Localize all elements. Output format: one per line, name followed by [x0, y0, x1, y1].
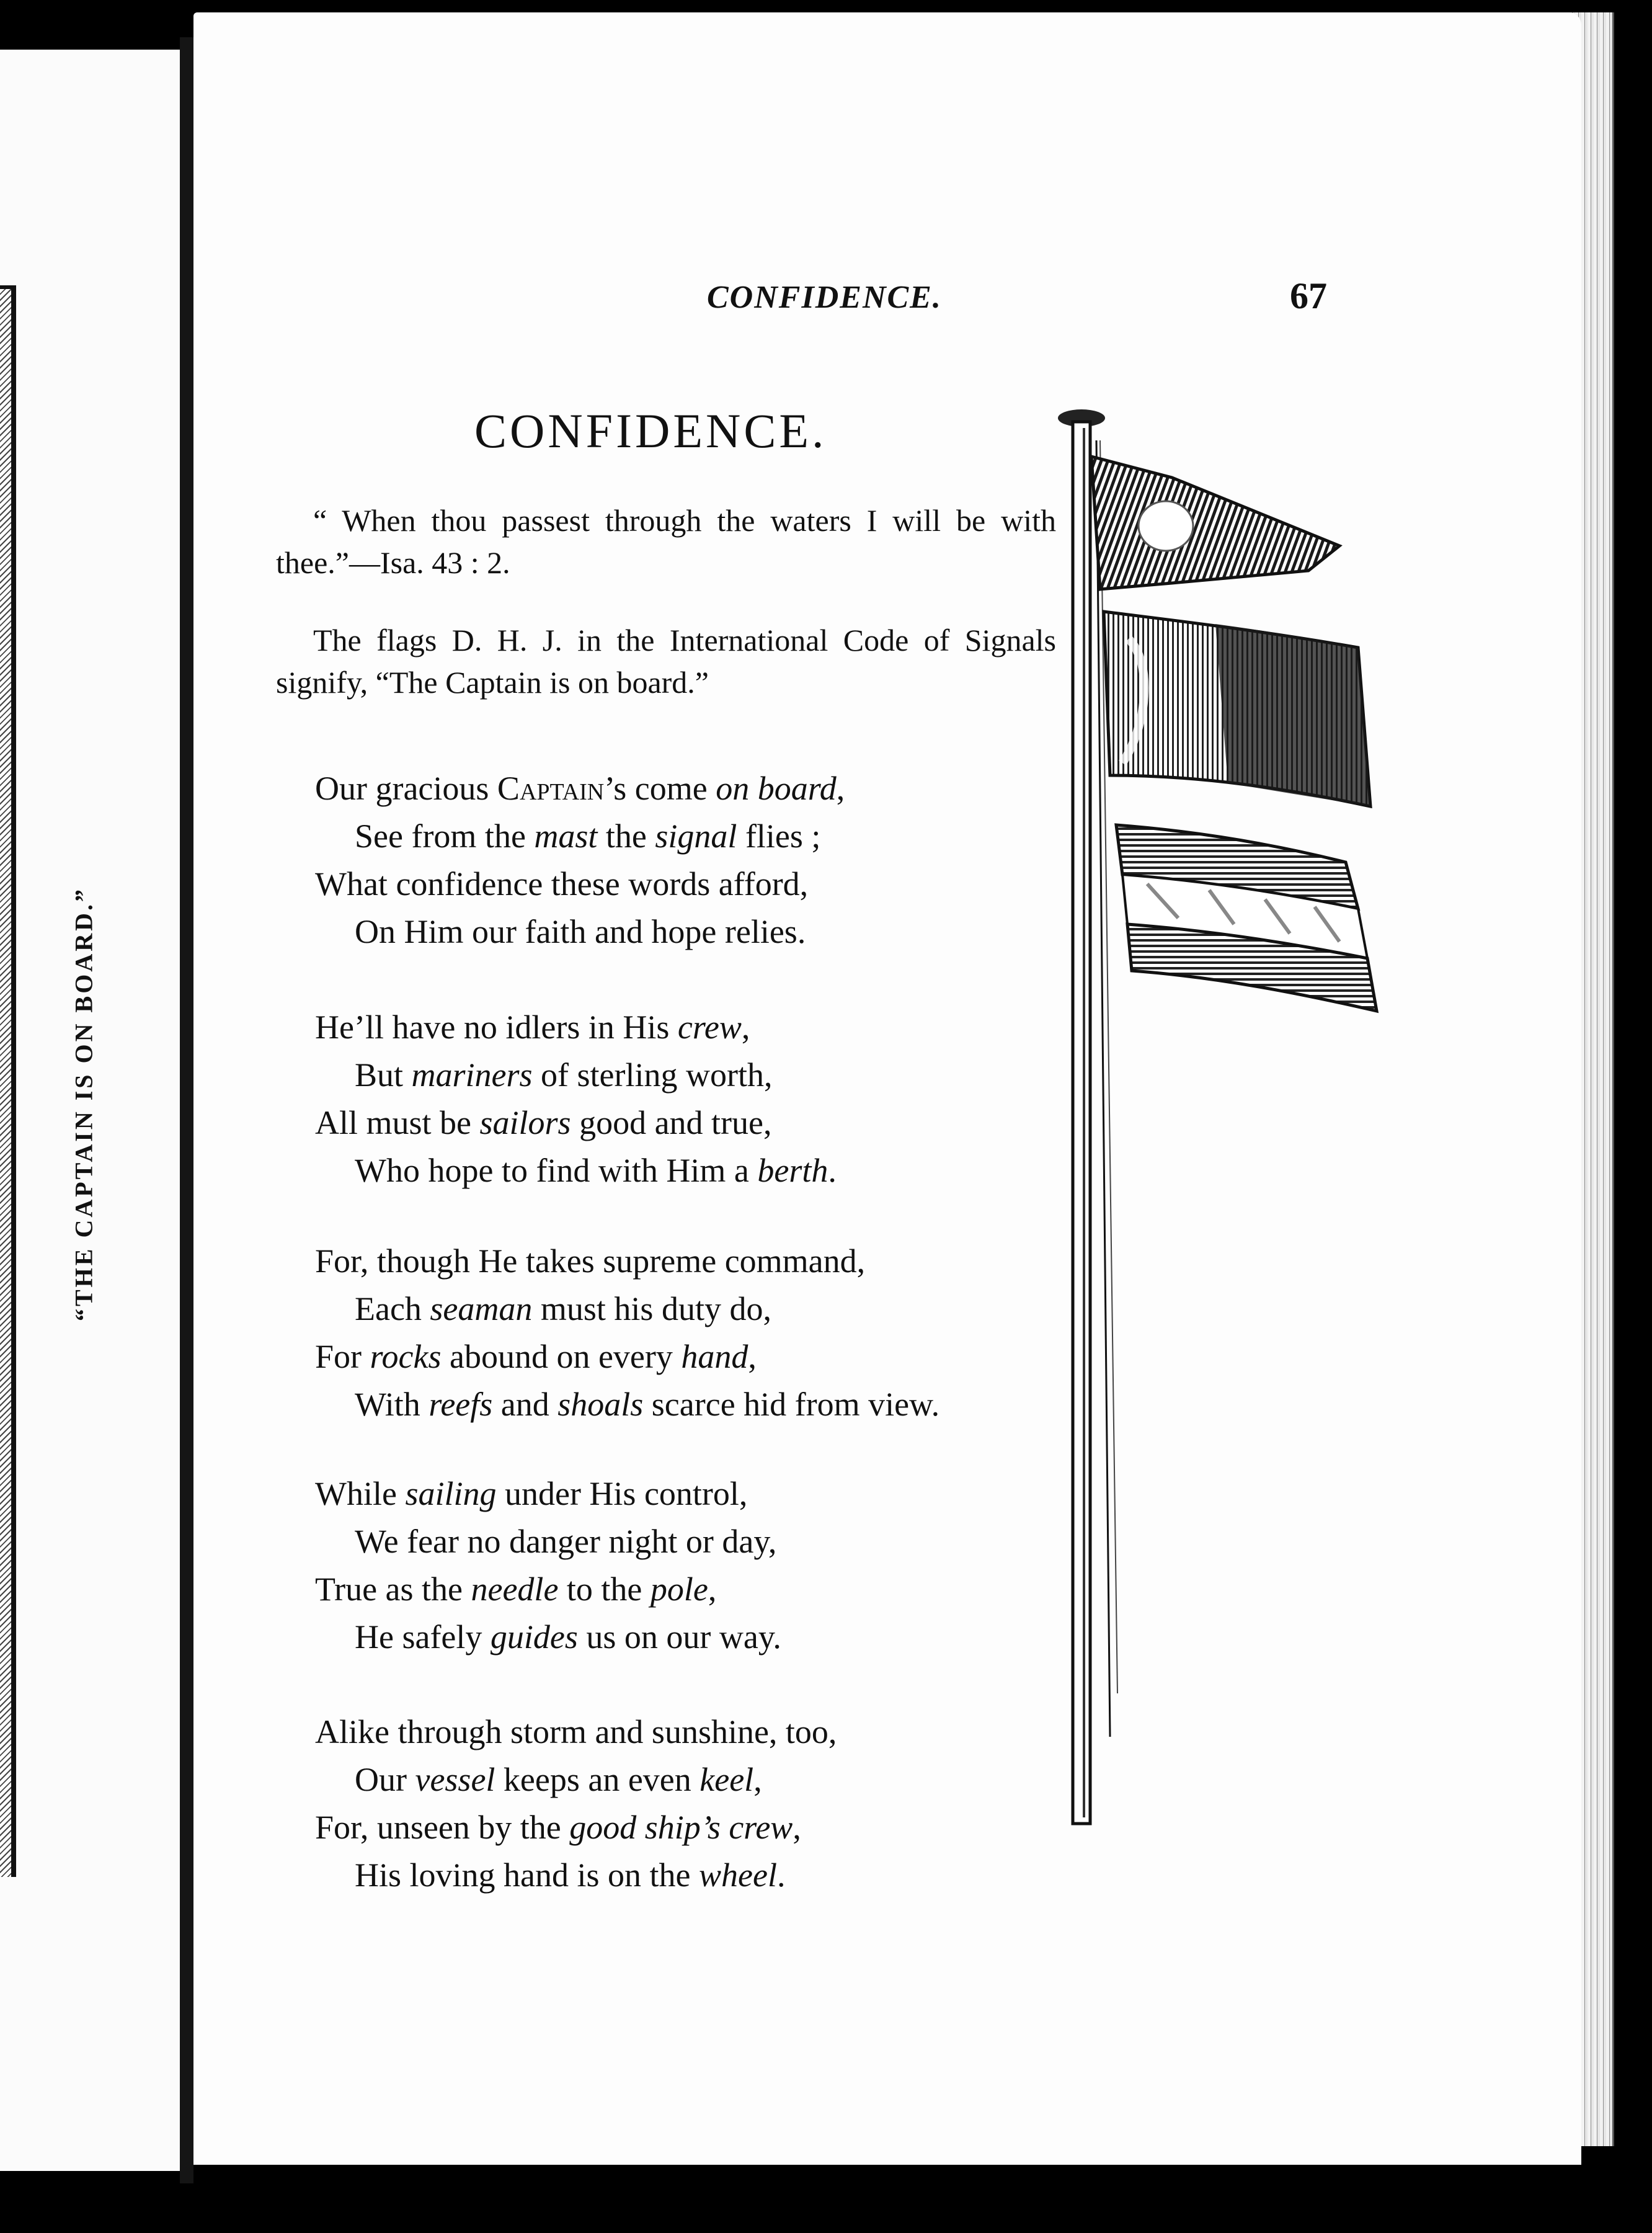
verse-text: the: [597, 818, 655, 855]
page-number: 67: [1290, 275, 1327, 316]
signal-flags-engraving: [1048, 403, 1395, 1842]
verse-text: Each: [355, 1290, 430, 1327]
verse-line: [315, 860, 1115, 908]
verse-emphasis: mariners: [411, 1056, 533, 1094]
verse-text: .: [776, 1856, 786, 1894]
verse-emphasis: seaman: [430, 1290, 533, 1327]
verse-text: He safely: [355, 1618, 491, 1656]
verse-line: [315, 1470, 1115, 1518]
verse-text: With: [355, 1386, 429, 1423]
verse-emphasis: hand: [681, 1338, 748, 1375]
facing-page-caption-text: “THE CAPTAIN IS ON BOARD.”: [69, 887, 98, 1321]
verse-text: What confidence these words afford,: [315, 865, 809, 903]
epigraph: “ When thou passest through the waters I will be with thee.”—Isa. 43 : 2.: [276, 503, 1056, 580]
verse-emphasis: mast: [534, 818, 598, 855]
facing-page-illustration-edge: [0, 285, 16, 1877]
verse-text: Our: [355, 1761, 415, 1798]
verse-text: ,: [748, 1338, 757, 1375]
verse-line: [315, 908, 1115, 956]
verse-text: ,: [793, 1809, 801, 1846]
verse-line: [315, 1099, 1115, 1147]
stanza: [315, 1004, 1115, 1195]
signal-flag-j: [1116, 825, 1377, 1011]
verse-emphasis: reefs: [429, 1386, 493, 1423]
verse-text: Who hope to find with Him a: [355, 1152, 758, 1189]
verse-emphasis: berth: [757, 1152, 828, 1189]
running-head-title: CONFIDENCE.: [707, 280, 942, 315]
verse-line: [315, 1613, 1115, 1661]
verse-line: [315, 1285, 1115, 1333]
verse-text: ,: [836, 770, 845, 807]
signal-flag-d-pennant: [1091, 457, 1339, 589]
verse-text: ,: [753, 1761, 762, 1798]
signal-flags-illustration: [1048, 403, 1395, 1842]
verse-line: [315, 1566, 1115, 1613]
verse-text: scarce hid from view.: [643, 1386, 940, 1423]
signal-code-note: The flags D. H. J. in the International Code of Signals signify, “The Captain is on board.”: [276, 623, 1056, 700]
verse-text: While: [315, 1475, 406, 1512]
verse-text: under His control,: [496, 1475, 748, 1512]
verse-text: us on our way.: [577, 1618, 781, 1656]
stanza: [315, 1708, 1115, 1899]
verse-emphasis: keel: [699, 1761, 754, 1798]
stanza: [315, 1470, 1115, 1661]
verse-text: ,: [708, 1571, 717, 1608]
verse-line: [315, 1333, 1115, 1381]
verse-line: [315, 1147, 1115, 1195]
verse-text: For, though He takes supreme command,: [315, 1242, 866, 1280]
verse-text: True as the: [315, 1571, 471, 1608]
signal-flag-h: [1104, 612, 1370, 806]
verse-line: [315, 765, 1115, 813]
verse-line: [315, 813, 1115, 860]
stanza: [315, 1237, 1115, 1428]
book-gutter: [180, 37, 193, 2183]
verse-text: of sterling worth,: [532, 1056, 773, 1094]
verse-line: [315, 1004, 1115, 1051]
verse-text: must his duty do,: [532, 1290, 771, 1327]
verse-line: [315, 1708, 1115, 1756]
verse-text: ,: [741, 1009, 750, 1046]
verse-text: But: [355, 1056, 412, 1094]
facing-page-caption: [62, 875, 105, 1334]
verse-text: For: [315, 1338, 370, 1375]
verse-emphasis: pole: [650, 1571, 708, 1608]
verse-line: [315, 1852, 1115, 1899]
verse-emphasis: wheel: [698, 1856, 777, 1894]
verse-text: good and true,: [571, 1104, 772, 1141]
verse-text: We fear no danger night or day,: [355, 1523, 777, 1560]
facing-page: [0, 50, 186, 2171]
verse-emphasis: guides: [490, 1618, 578, 1656]
verse-emphasis: on board: [716, 770, 837, 807]
verse-text: .: [828, 1152, 837, 1189]
verse-emphasis: needle: [471, 1571, 559, 1608]
verse-emphasis: sailing: [405, 1475, 497, 1512]
verse-emphasis: good ship’s crew: [569, 1809, 793, 1846]
verse-text: See from the: [355, 818, 535, 855]
verse-text: Alike through storm and sunshine, too,: [315, 1713, 837, 1750]
verse-emphasis: vessel: [415, 1761, 495, 1798]
verse-text: ’s come: [604, 770, 716, 807]
verse-text: keeps an even: [495, 1761, 700, 1798]
verse-emphasis: signal: [655, 818, 737, 855]
verse-text: Captain: [497, 770, 605, 807]
verse-text: For, unseen by the: [315, 1809, 570, 1846]
verse-text: abound on every: [441, 1338, 682, 1375]
verse-emphasis: rocks: [370, 1338, 442, 1375]
verse-text: His loving hand is on the: [355, 1856, 699, 1894]
verse-line: [315, 1804, 1115, 1852]
verse-line: [315, 1051, 1115, 1099]
verse-emphasis: crew: [677, 1009, 742, 1046]
verse-line: [315, 1518, 1115, 1566]
verse-text: Our gracious: [315, 770, 497, 807]
verse-text: to the: [558, 1571, 651, 1608]
verse-text: He’ll have no idlers in His: [315, 1009, 678, 1046]
verse-emphasis: shoals: [557, 1386, 644, 1423]
verse-line: [315, 1756, 1115, 1804]
verse-line: [315, 1381, 1115, 1428]
verse-text: and: [492, 1386, 558, 1423]
poem-title: CONFIDENCE.: [474, 404, 827, 458]
verse-text: flies ;: [737, 818, 821, 855]
verse-line: [315, 1237, 1115, 1285]
verse-emphasis: sailors: [479, 1104, 571, 1141]
verse-text: All must be: [315, 1104, 480, 1141]
stanza: [315, 765, 1115, 956]
verse-text: On Him our faith and hope relies.: [355, 913, 806, 950]
